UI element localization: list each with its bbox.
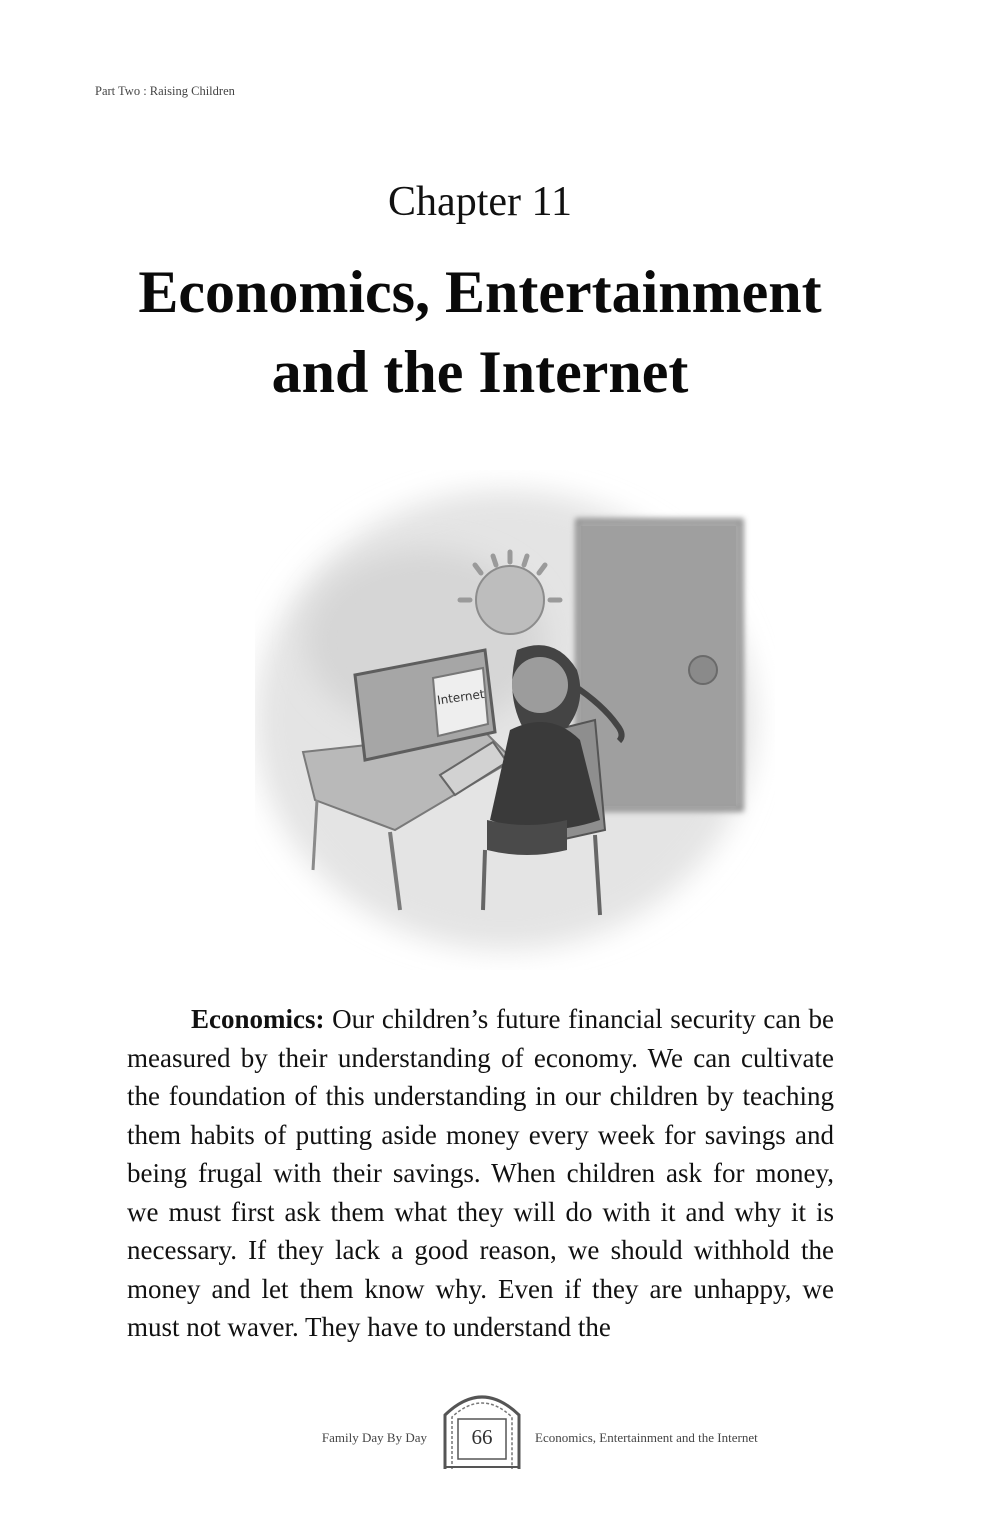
chapter-title-line1: Economics, Entertainment bbox=[138, 259, 822, 325]
running-head: Part Two : Raising Children bbox=[95, 84, 235, 98]
page-number: 66 bbox=[471, 1425, 493, 1449]
chapter-label: Chapter 11 bbox=[388, 179, 572, 225]
footer-chapter-title: Economics, Entertainment and the Internet bbox=[535, 1430, 758, 1445]
chapter-title bbox=[0, 252, 960, 412]
chapter-title-line2: and the Internet bbox=[271, 339, 689, 405]
girl-at-computer-illustration bbox=[255, 470, 775, 970]
run-in-heading: Economics: bbox=[191, 1004, 325, 1034]
footer-book-title: Family Day By Day bbox=[321, 1430, 427, 1445]
body-paragraph bbox=[127, 1000, 834, 1347]
footer bbox=[0, 1385, 1000, 1475]
paragraph-text: Our children’s future financial security can be measured by their understanding of economy. We can cultivate the foundation of this understanding in our children by teaching them habits of putting aside money every week for savings and being frugal with their savings. When children ask for money, we must first ask them what they will do with it and why it is necessary. If they lack a good reason, we should withhold the money and let them know why. Even if they are unhappy, we must not waver. They have to understand the bbox=[127, 1004, 835, 1342]
screen-text: Internet bbox=[436, 686, 486, 708]
